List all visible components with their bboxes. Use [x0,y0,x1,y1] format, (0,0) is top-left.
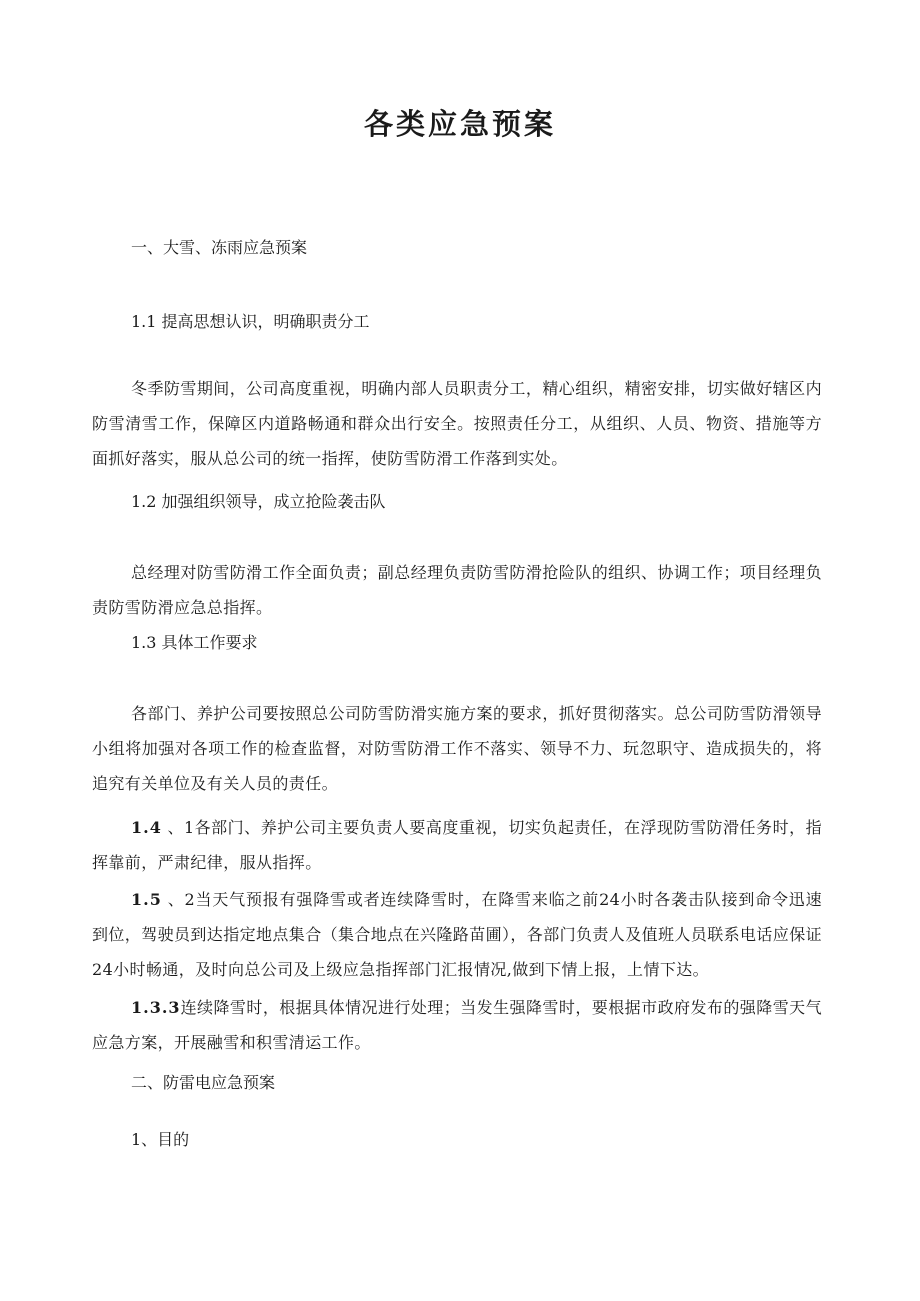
item-number-1-4: 1.4 [131,818,162,837]
page-title: 各类应急预案 [363,107,556,141]
item-text-1-4: 、1各部门、养护公司主要负责人要高度重视，切实负起责任，在浮现防雪防滑任务时，指挥靠前，严肃纪律，服从指挥。 [92,818,822,872]
paragraph-1-1: 冬季防雪期间，公司高度重视，明确内部人员职责分工，精心组织，精密安排，切实做好辖区内防雪清雪工作，保障区内道路畅通和群众出行安全。按照责任分工，从组织、人员、物资、措施等方面抓好落实，服从总公司的统一指挥，使防雪防滑工作落到实处。 [92,379,822,468]
paragraph-1-4 [92,810,822,880]
subheading-1-3: 1.3 具体工作要求 [131,633,258,652]
paragraph-1-3-3 [92,990,822,1060]
subheading-1-1: 1.1 提高思想认识，明确职责分工 [131,312,370,331]
subheading-2-1: 1、目的 [131,1130,190,1149]
subheading-1-2: 1.2 加强组织领导，成立抢险袭击队 [131,492,386,511]
item-number-1-5: 1.5 [131,890,162,909]
section-heading-lightning: 二、防雷电应急预案 [131,1073,276,1092]
item-text-1-3-3: 连续降雪时，根据具体情况进行处理；当发生强降雪时，要根据市政府发布的强降雪天气应急方案，开展融雪和积雪清运工作。 [92,998,822,1052]
item-number-1-3-3: 1.3.3 [131,998,181,1017]
paragraph-1-3: 各部门、养护公司要按照总公司防雪防滑实施方案的要求，抓好贯彻落实。总公司防雪防滑领导小组将加强对各项工作的检查监督，对防雪防滑工作不落实、领导不力、玩忽职守、造成损失的，将追究有关单位及有关人员的责任。 [92,704,822,793]
paragraph-1-2: 总经理对防雪防滑工作全面负责；副总经理负责防雪防滑抢险队的组织、协调工作；项目经理负责防雪防滑应急总指挥。 [92,563,822,617]
paragraph-1-5 [92,882,822,987]
section-heading-snow: 一、大雪、冻雨应急预案 [131,238,308,257]
item-text-1-5: 、2当天气预报有强降雪或者连续降雪时，在降雪来临之前24小时各袭击队接到命令迅速到位，驾驶员到达指定地点集合（集合地点在兴隆路苗圃），各部门负责人及值班人员联系电话应保证24小时畅通，及时向总公司及上级应急指挥部门汇报情况,做到下情上报，上情下达。 [92,890,823,979]
